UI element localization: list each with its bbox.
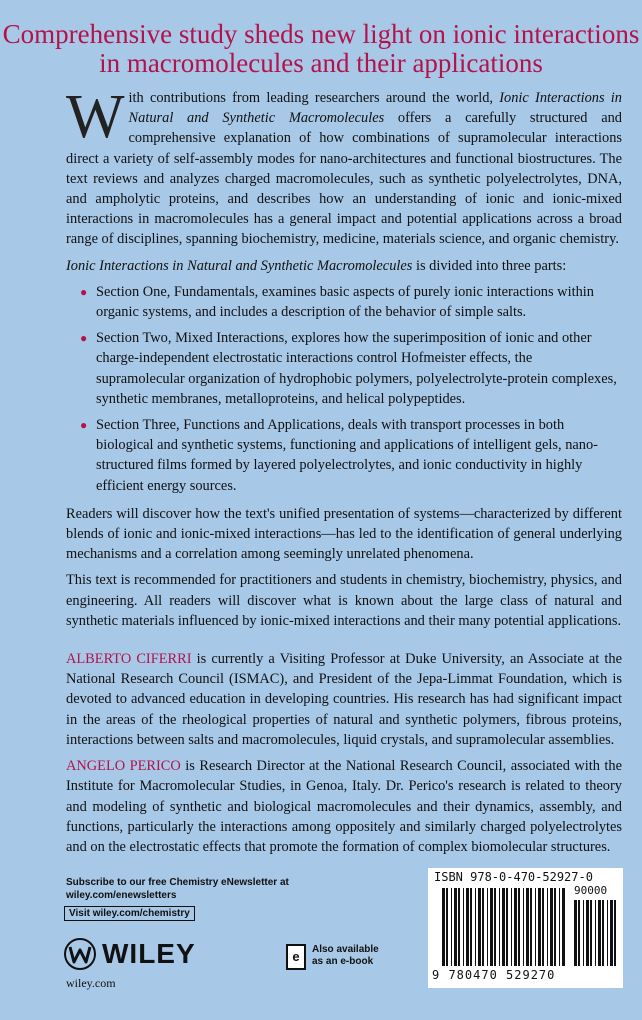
barcode-bar	[470, 888, 472, 966]
barcode-bar	[535, 888, 536, 966]
barcode-bar	[538, 888, 541, 966]
barcode-bar	[446, 888, 448, 966]
bullet-icon: ●	[80, 418, 88, 433]
publisher-url: wiley.com	[66, 976, 116, 990]
intro-text-1: ith contributions from leading researchers around the world,	[128, 90, 500, 106]
barcode-bar	[478, 888, 481, 966]
barcode-bar	[454, 888, 457, 966]
barcode-bar	[451, 888, 452, 966]
barcode-bar	[506, 888, 508, 966]
division-text: is divided into three parts:	[412, 257, 567, 274]
barcode-bar	[442, 888, 445, 966]
headline: Comprehensive study sheds new light on ionic interactions in macromolecules and their applications	[2, 19, 640, 78]
barcode-bar	[542, 888, 544, 966]
barcode-bar	[518, 888, 520, 966]
bullet-icon: ●	[80, 284, 88, 299]
barcode-bar	[595, 900, 596, 966]
section-text: Section Two, Mixed Interactions, explores how the superimposition of ionic and other charge-independent electrostatic interactions control Hofmeister effects, the supramolecular organization of hydrophobic polymers, polyelectrolyte-protein complexes, synthetic membranes, metalloproteins, and helical polypeptides.	[96, 330, 617, 407]
dropcap: W	[66, 83, 125, 151]
author-bio	[66, 649, 622, 750]
barcode	[428, 868, 623, 988]
author-bio-text: is Research Director at the National Research Council, associated with the Institute for Macromolecular Studies, in Genoa, Italy. Dr. Perico's research is related to theory and modeling of synthetic and biological macromolecules and their dynamics, assembly, and functions, particularly the interactions among oppositely and similarly charged polyelectrolytes and on the electrostatic effects that promote the formation of complex biomolecular structures.	[66, 758, 622, 855]
section-text: Section One, Fundamentals, examines basic aspects of purely ionic interactions within organic systems, and includes a description of the behavior of simple salts.	[96, 283, 594, 321]
sections-list	[66, 282, 622, 496]
list-item	[80, 282, 622, 322]
division-paragraph	[66, 256, 622, 276]
barcode-bar	[550, 888, 553, 966]
barcode-bar	[463, 888, 464, 966]
bullet-icon: ●	[80, 331, 88, 346]
barcode-bar	[514, 888, 517, 966]
ebook-icon	[286, 944, 306, 970]
author-name: ALBERTO CIFERRI	[66, 651, 192, 668]
barcode-bar	[607, 900, 608, 966]
barcode-bar	[482, 888, 484, 966]
author-bio	[66, 756, 622, 857]
back-cover-footer	[0, 864, 642, 1020]
author-bio-text: is currently a Visiting Professor at Duke University, an Associate at the National Research Council (ISMAC), and President of the Jepa-Limmat Foundation, which is devoted to advanced education in developing countries. His research has had significant impact in the areas of the rheological properties of natural and synthetic polymers, fibrous proteins, interactions between salts and macromolecules, liquid crystals, and supramolecular assemblies.	[66, 651, 622, 748]
barcode-bar	[466, 888, 469, 966]
barcode-bar	[511, 888, 512, 966]
section-text: Section Three, Functions and Applications, deals with transport processes in both biological and synthetic systems, functioning and applications of intelligent gels, nano-structured films formed by layered polyelectrolytes, and ionic conductivity in highly efficient energy sources.	[96, 417, 598, 494]
barcode-bar	[547, 888, 548, 966]
barcode-bar	[526, 888, 529, 966]
barcode-bar	[490, 888, 493, 966]
barcode-bar	[602, 900, 604, 966]
barcode-bar	[530, 888, 532, 966]
barcode-bar	[554, 888, 556, 966]
barcode-bar	[614, 900, 616, 966]
svg-text:e: e	[292, 949, 300, 964]
description-body	[66, 83, 622, 863]
barcode-bar	[562, 888, 565, 966]
intro-book-title: Ionic Interactions in Natural and Synthetic Macromolecules	[128, 90, 622, 127]
list-item	[80, 328, 622, 409]
readers-paragraph: Readers will discover how the text's unified presentation of systems—characterized by different blends of ionic and ionic-mixed interactions—has led to the identification of general underlying mechanisms and a correlation among seemingly unrelated phenomena.	[66, 505, 622, 563]
barcode-bar	[502, 888, 505, 966]
barcode-bar	[494, 888, 496, 966]
barcode-bar	[475, 888, 476, 966]
isbn-label: ISBN 978-0-470-52927-0	[434, 870, 593, 884]
intro-text-2: offers a carefully structured and comprehensive explanation of how combinations of supramolecular interactions direct a variety of self-assembly modes for nano-architectures and functional biostructures. The text reviews and analyzes charged macromolecules, such as synthetic polyelectrolytes, DNA, and ampholytic proteins, and describes how an understanding of ionic and ionic-mixed interactions in macromolecules has a general impact and potential applications across a broad range of disciplines, spanning biochemistry, medicine, materials science, and organic chemistry.	[66, 110, 622, 248]
barcode-bar	[578, 900, 580, 966]
ebook-availability: Also available as an e-book	[312, 944, 379, 967]
ean-digits: 9 780470 529270	[432, 968, 556, 982]
barcode-bar	[586, 900, 589, 966]
visit-link[interactable]: Visit wiley.com/chemistry	[64, 906, 195, 921]
barcode-bar	[610, 900, 613, 966]
barcode-bar	[458, 888, 460, 966]
subscribe-text: Subscribe to our free Chemistry eNewsletter at wiley.com/enewsletters	[66, 877, 289, 901]
barcode-bar	[559, 888, 560, 966]
barcode-bar	[499, 888, 500, 966]
list-item	[80, 415, 622, 496]
barcode-bar	[487, 888, 488, 966]
author-name: ANGELO PERICO	[66, 758, 181, 775]
recommended-paragraph: This text is recommended for practitioners and students in chemistry, biochemistry, physics, and engineering. All readers will discover what is known about the large class of natural and synthetic materials influenced by ionic-mixed interactions and their many potential applications.	[66, 572, 622, 629]
barcode-bar	[598, 900, 601, 966]
intro-paragraph	[66, 83, 622, 250]
division-book-title: Ionic Interactions in Natural and Synthetic Macromolecules	[66, 257, 413, 274]
barcode-bar	[583, 900, 584, 966]
barcode-bar	[574, 900, 577, 966]
publisher-name: WILEY	[102, 938, 196, 969]
price-supplement: 90000	[574, 884, 608, 897]
barcode-bar	[523, 888, 524, 966]
barcode-bar	[590, 900, 592, 966]
